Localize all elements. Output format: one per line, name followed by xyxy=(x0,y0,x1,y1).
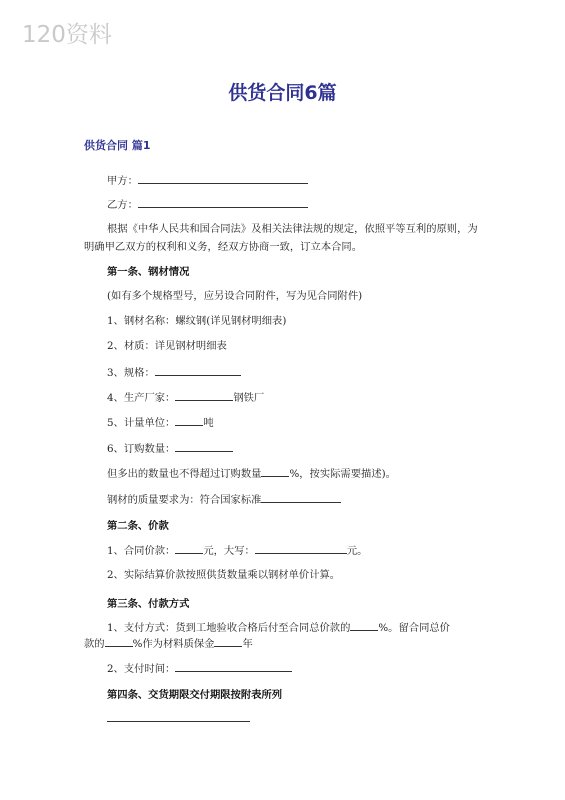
order-qty-blank xyxy=(175,440,233,452)
payment-method-line-2 xyxy=(84,635,253,651)
contract-price-words-blank xyxy=(255,542,347,554)
material-line: 2、材质：详见钢材明细表 xyxy=(107,340,227,352)
contract-price-line xyxy=(107,542,367,558)
warranty-percent-blank xyxy=(105,635,133,647)
document-title: 供货合同6篇 xyxy=(228,82,337,104)
spec-blank xyxy=(155,364,241,376)
party-a-line xyxy=(107,172,308,188)
payment-method-cont: 款的 xyxy=(84,638,105,650)
watermark-logo: 120资料 xyxy=(22,22,112,48)
section-4-heading: 第四条、交货期限交付期限按附表所列 xyxy=(107,689,283,701)
order-qty-line xyxy=(107,440,233,456)
party-b-label: 乙方： xyxy=(107,199,138,211)
warranty-label: %作为材料质保金 xyxy=(132,638,215,650)
manufacturer-suffix: 钢铁厂 xyxy=(233,392,265,404)
contract-price-suffix: 元。 xyxy=(346,545,368,557)
warranty-suffix: 年 xyxy=(242,638,253,650)
unit-suffix: 吨 xyxy=(203,417,214,429)
spec-label: 3、规格： xyxy=(107,367,155,379)
unit-label: 5、计量单位： xyxy=(107,417,176,429)
payment-time-line xyxy=(107,660,292,676)
spec-line xyxy=(107,364,241,380)
section-1-note: (如有多个规格型号，应另设合同附件，写为见合同附件) xyxy=(107,290,363,302)
intro-paragraph: 根据《中华人民共和国合同法》及相关法律法规的规定，依照平等互利的原则，为明确甲乙双方的权利和义务，经双方协商一致，订立本合同。 xyxy=(84,223,478,253)
party-b-line xyxy=(107,196,308,212)
manufacturer-line xyxy=(107,389,264,405)
payment-method-line xyxy=(107,619,450,635)
quality-label: 钢材的质量要求为：符合国家标准 xyxy=(107,494,262,506)
contract-price-mid: 元，大写： xyxy=(203,545,255,557)
signature-rule xyxy=(107,721,250,722)
section-subtitle: 供货合同 篇1 xyxy=(84,139,151,152)
steel-name-line: 1、钢材名称：螺纹钢(详见钢材明细表) xyxy=(107,315,287,327)
order-qty-label: 6、订购数量： xyxy=(107,443,176,455)
payment-method-mid: %。留合同总价 xyxy=(378,622,450,634)
unit-line xyxy=(107,414,214,430)
manufacturer-blank xyxy=(175,389,233,401)
excess-qty-label: 但多出的数量也不得超过订购数量 xyxy=(107,468,262,480)
party-b-blank xyxy=(138,196,308,208)
settlement-line: 2、实际结算价款按照供货数量乘以钢材单价计算。 xyxy=(107,569,341,581)
quality-blank xyxy=(261,491,341,503)
party-a-blank xyxy=(138,172,308,184)
section-2-heading: 第二条、价款 xyxy=(107,520,169,532)
unit-blank xyxy=(175,414,203,426)
payment-percent-blank xyxy=(350,619,378,631)
section-1-heading: 第一条、钢材情况 xyxy=(107,266,190,278)
manufacturer-label: 4、生产厂家： xyxy=(107,392,176,404)
excess-qty-blank xyxy=(261,465,289,477)
quality-line xyxy=(107,491,341,507)
section-3-heading: 第三条、付款方式 xyxy=(107,598,190,610)
excess-qty-line xyxy=(107,465,396,481)
excess-qty-suffix: %，按实际需要描述)。 xyxy=(289,468,396,480)
contract-price-blank xyxy=(175,542,203,554)
party-a-label: 甲方： xyxy=(107,175,138,187)
warranty-years-blank xyxy=(214,635,242,647)
payment-time-label: 2、支付时间： xyxy=(107,663,176,675)
payment-method-label: 1、支付方式：货到工地验收合格后付至合同总价款的 xyxy=(107,622,351,634)
contract-price-label: 1、合同价款： xyxy=(107,545,176,557)
payment-time-blank xyxy=(175,660,292,672)
